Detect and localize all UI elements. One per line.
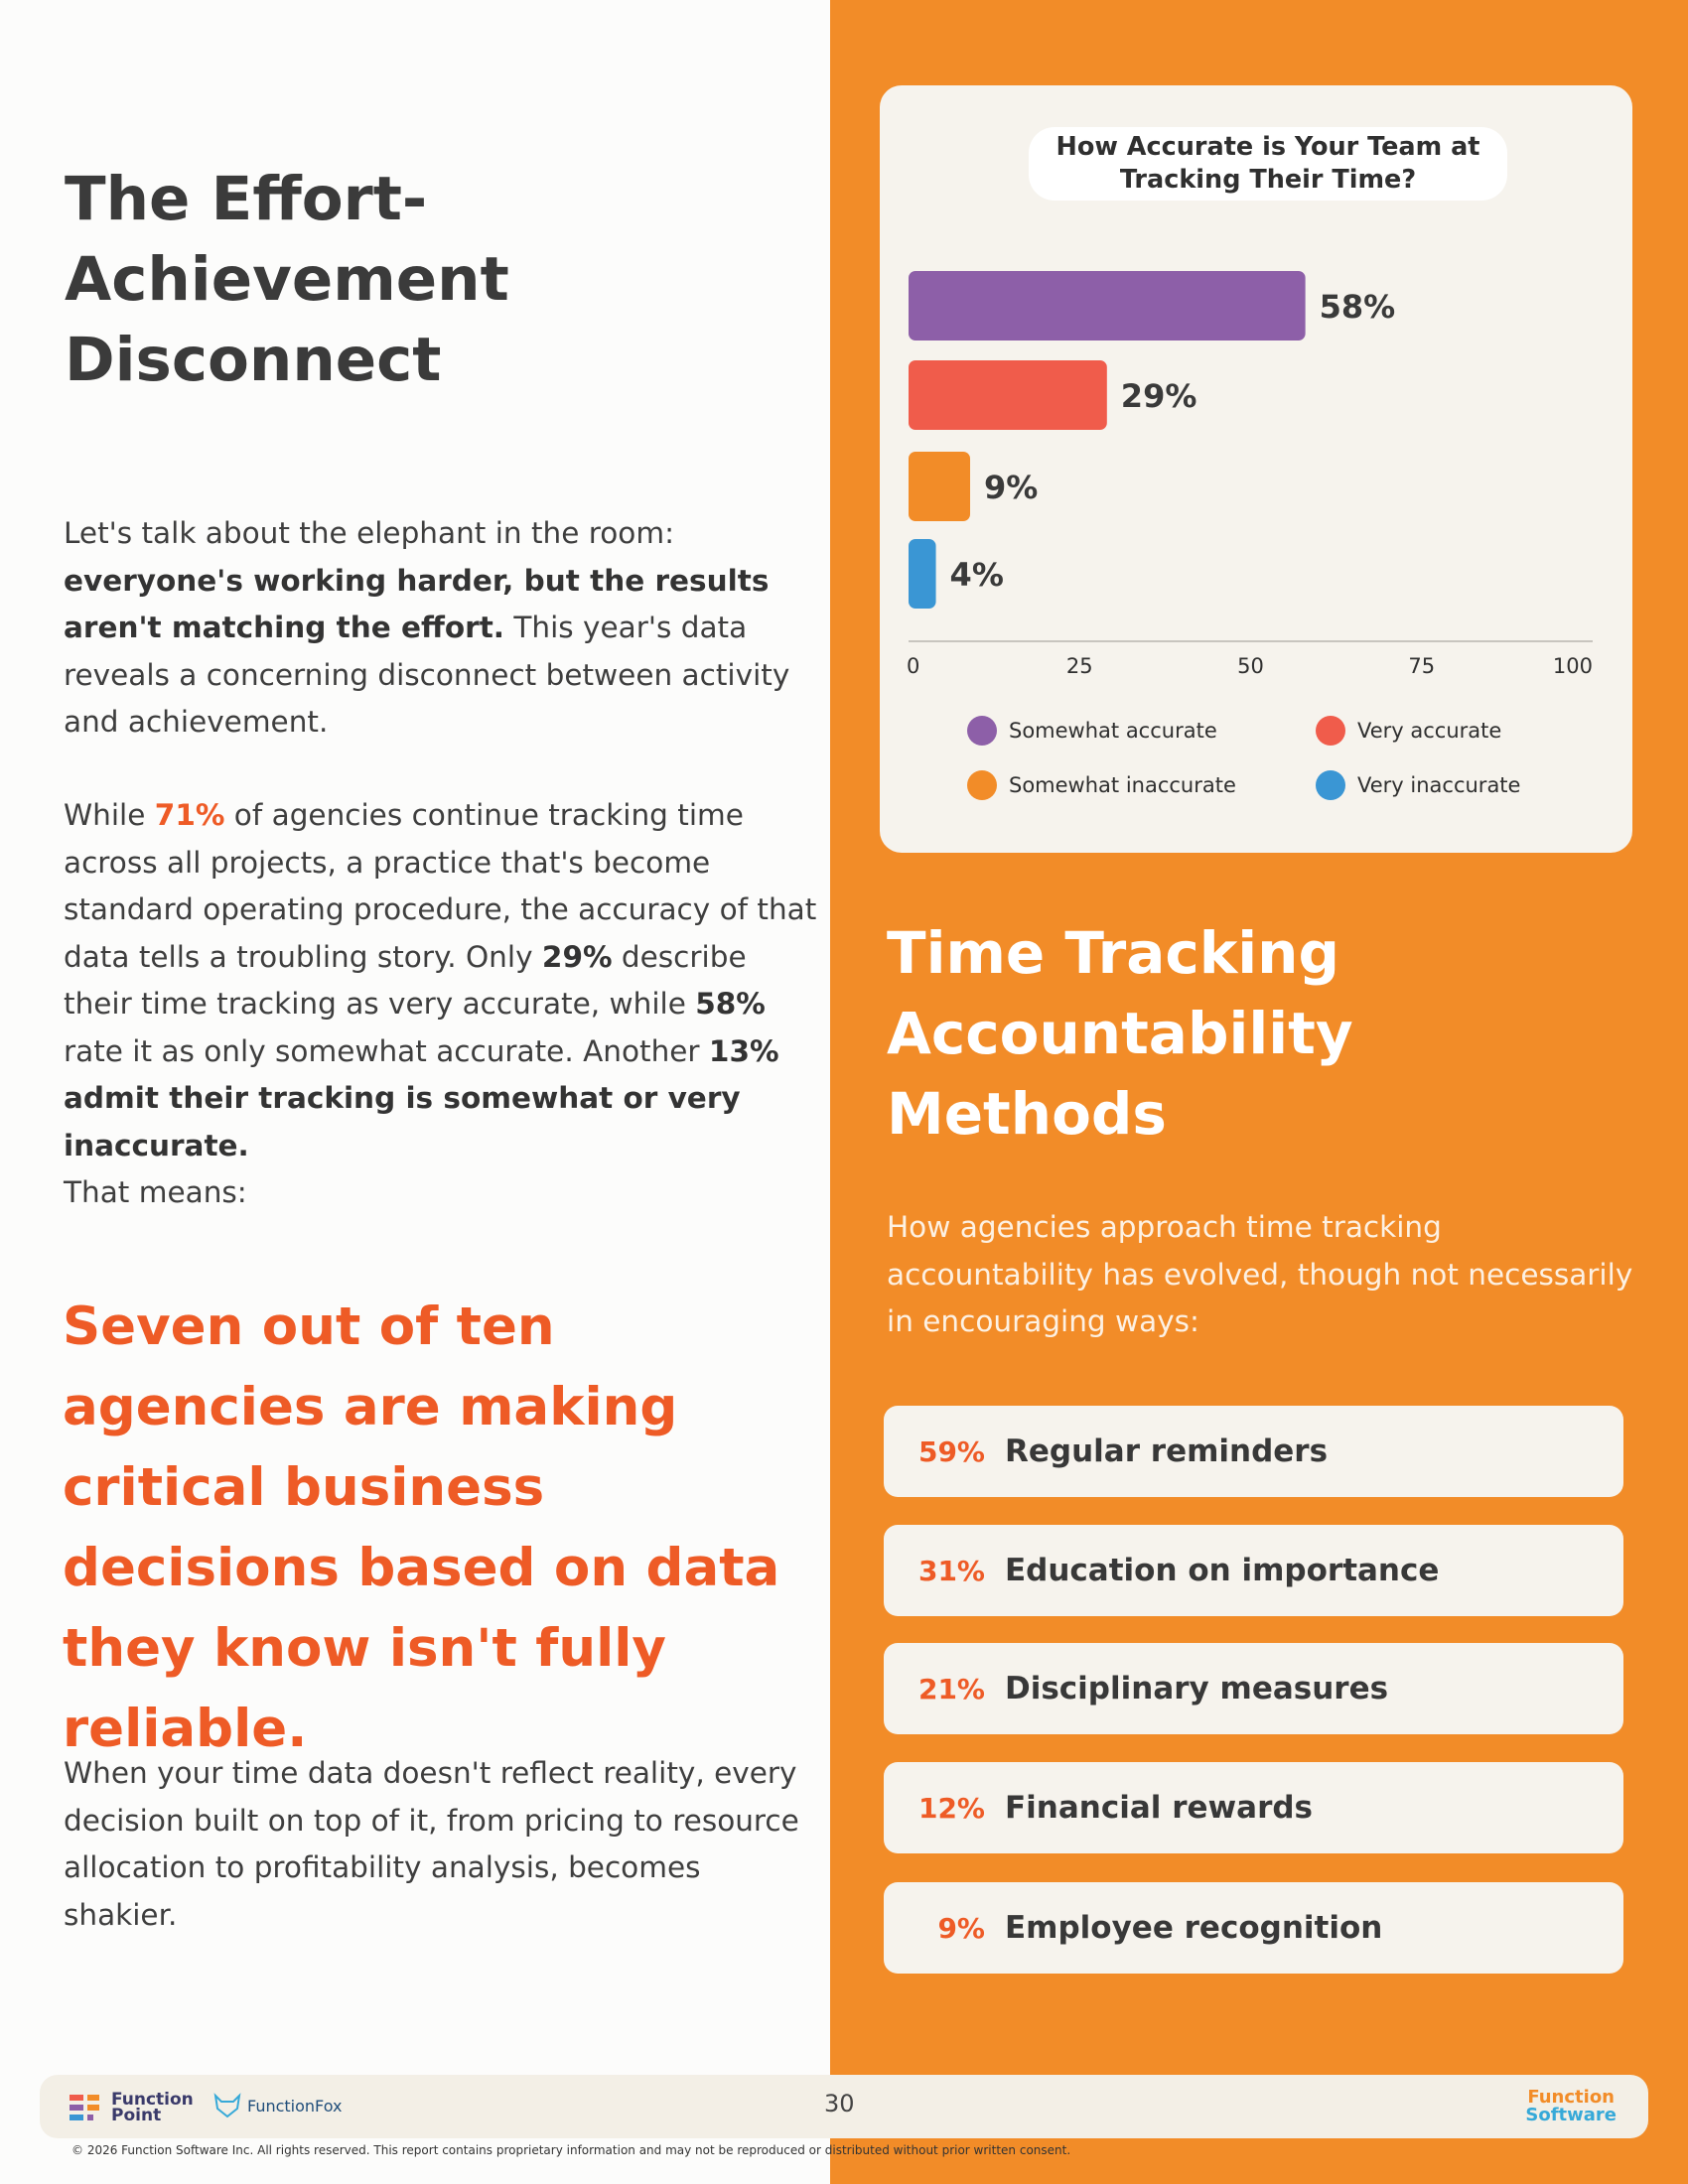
legend-label: Very inaccurate bbox=[1357, 773, 1521, 797]
chart-title: How Accurate is Your Team at Tracking Their Time? bbox=[1029, 127, 1507, 201]
method-card bbox=[884, 1882, 1623, 1974]
legend-swatch bbox=[1316, 716, 1345, 746]
bar-somewhat-accurate bbox=[909, 271, 1306, 341]
stat-58: 58% bbox=[695, 987, 766, 1021]
bar-value-label: 58% bbox=[1319, 288, 1396, 326]
legend-label: Very accurate bbox=[1357, 719, 1502, 743]
page-number: 30 bbox=[824, 2090, 855, 2117]
method-label: Employee recognition bbox=[1005, 1910, 1383, 1946]
legend-label: Somewhat accurate bbox=[1009, 719, 1217, 743]
method-card bbox=[884, 1643, 1623, 1734]
intro-paragraph bbox=[64, 510, 818, 747]
legend-swatch bbox=[1316, 770, 1345, 800]
method-label: Financial rewards bbox=[1005, 1790, 1313, 1826]
bar-somewhat-inaccurate bbox=[909, 452, 970, 521]
page-title: The Effort-Achievement Disconnect bbox=[65, 164, 509, 395]
that-means-text: That means: bbox=[64, 1175, 247, 1209]
stats-text-a: While bbox=[64, 798, 155, 832]
legend-swatch bbox=[967, 716, 997, 746]
copyright-notice: © 2026 Function Software Inc. All rights reserved. This report contains proprietary information and may not be reproduced or distributed without prior written consent. bbox=[71, 2143, 1071, 2157]
bar-very-inaccurate bbox=[909, 539, 936, 609]
stat-29: 29% bbox=[541, 939, 613, 974]
function-fox-text: FunctionFox bbox=[247, 2096, 343, 2116]
closing-paragraph: When your time data doesn't reflect reality, every decision built on top of it, from pricing to resource allocation to profitability analysis, becomes shakier. bbox=[64, 1756, 799, 1932]
fp-logo-line2: Point bbox=[111, 2106, 162, 2125]
bar-very-accurate bbox=[909, 360, 1107, 430]
intro-text-c: This year's data reveals a concerning disconnect between activity and achievement. bbox=[64, 611, 790, 739]
fp-logo-line1: Function bbox=[111, 2090, 194, 2110]
method-percent: 21% bbox=[917, 1672, 985, 1706]
methods-title: Time Tracking Accountability Methods bbox=[887, 919, 1353, 1148]
methods-intro: How agencies approach time tracking accountability has evolved, though not necessarily in encouraging ways: bbox=[887, 1210, 1633, 1338]
function-fox-logo bbox=[213, 2093, 342, 2118]
stats-text-e: describe their time tracking as very accurate, while bbox=[64, 939, 747, 1021]
x-tick-label: 25 bbox=[1065, 654, 1093, 678]
stats-text-g: rate it as only somewhat accurate. Another bbox=[64, 1033, 709, 1068]
x-tick-label: 100 bbox=[1552, 654, 1593, 678]
stat-13: 13% admit their tracking is somewhat or very inaccurate. bbox=[64, 1033, 779, 1162]
method-percent: 9% bbox=[937, 1911, 985, 1945]
method-percent: 31% bbox=[917, 1554, 985, 1587]
chart-card bbox=[880, 85, 1632, 853]
legend-item bbox=[1316, 770, 1520, 800]
method-percent: 12% bbox=[917, 1791, 985, 1825]
legend-item bbox=[967, 770, 1236, 800]
x-tick-label: 50 bbox=[1237, 654, 1264, 678]
x-tick-label: 0 bbox=[907, 654, 920, 678]
footer-bar bbox=[40, 2075, 1648, 2138]
method-label: Disciplinary measures bbox=[1005, 1671, 1389, 1706]
method-card bbox=[884, 1525, 1623, 1616]
callout-quote: Seven out of ten agencies are making critical business decisions based on data they know isn't fully reliable. bbox=[63, 1297, 780, 1759]
legend-swatch bbox=[967, 770, 997, 800]
bar-value-label: 9% bbox=[984, 469, 1039, 506]
legend-item bbox=[967, 716, 1217, 746]
stats-paragraph bbox=[64, 792, 818, 1169]
method-label: Regular reminders bbox=[1005, 1433, 1329, 1469]
function-point-logo bbox=[70, 2092, 194, 2123]
x-tick-label: 75 bbox=[1408, 654, 1436, 678]
intro-text-bold: everyone's working harder, but the results aren't matching the effort. bbox=[64, 563, 770, 644]
method-card bbox=[884, 1406, 1623, 1497]
intro-text-a: Let's talk about the elephant in the room: bbox=[64, 516, 675, 550]
stat-71: 71% bbox=[154, 798, 225, 832]
legend-label: Somewhat inaccurate bbox=[1009, 773, 1236, 797]
bar-value-label: 29% bbox=[1120, 377, 1197, 415]
bar-value-label: 4% bbox=[949, 556, 1004, 594]
method-label: Education on importance bbox=[1005, 1553, 1440, 1588]
function-software-logo bbox=[1525, 2089, 1617, 2124]
method-percent: 59% bbox=[917, 1434, 985, 1468]
fs-logo-line2: Software bbox=[1525, 2105, 1617, 2125]
fox-icon bbox=[213, 2093, 241, 2118]
legend-item bbox=[1316, 716, 1501, 746]
method-card bbox=[884, 1762, 1623, 1853]
stats-text-c: of agencies continue tracking time across all projects, a practice that's become standard operating procedure, the accuracy of that data tells a troubling story. Only bbox=[64, 798, 817, 974]
function-point-icon bbox=[70, 2093, 105, 2122]
fs-logo-line1: Function bbox=[1527, 2087, 1615, 2108]
